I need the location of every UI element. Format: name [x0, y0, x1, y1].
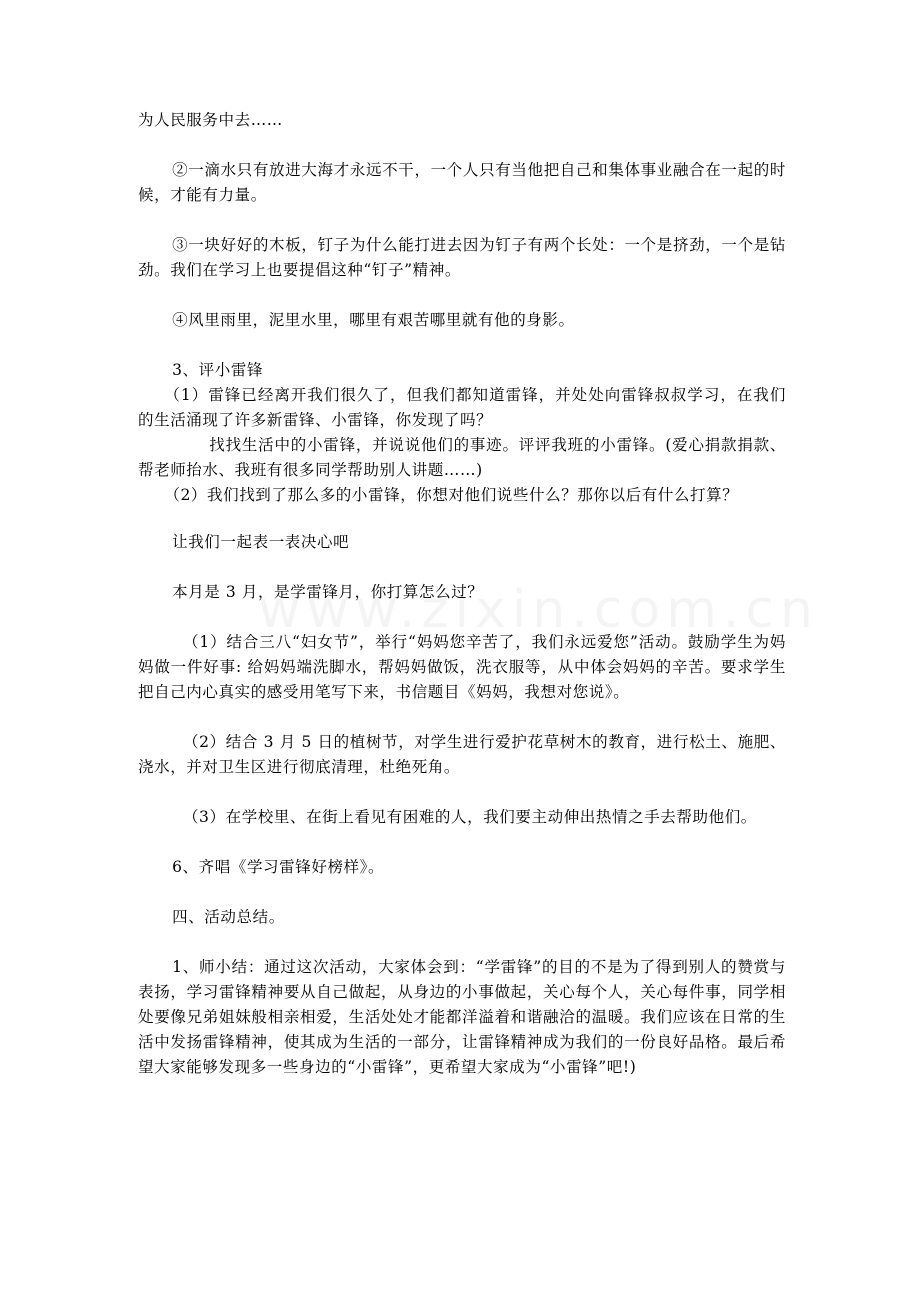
paragraph-sing: 6、齐唱《学习雷锋好榜样》。	[172, 858, 385, 876]
paragraph-teacher-summary: 1、师小结：通过这次活动，大家体会到：“学雷锋”的目的不是为了得到别人的赞赏与表扬，学习雷锋精神要从自己做起，从身边的小事做起，关心每个人，关心每件事，同学相处要像兄弟姐妹般相亲相爱，生活处处才能都洋溢着和谐融洽的温暖。我们应该在日常的生活中发扬雷锋精神，使其成为生活的一部分，让雷锋精神成为我们的一份良好品格。最后希望大家能够发现多一些身边的“小雷锋”，更希望大家成为“小雷锋”吧!)	[138, 958, 786, 1076]
paragraph-march: 本月是 3 月，是学雷锋月，你打算怎么过？	[172, 583, 484, 601]
paragraph-quote-nail-spirit: ③一块好好的木板，钉子为什么能打进去因为钉子有两个长处：一个是挤劲，一个是钻劲。我们在学习上也要提倡这种“钉子”精神。	[138, 236, 786, 279]
paragraph-arbor-day: （2）结合 3 月 5 日的植树节，对学生进行爱护花草树木的教育，进行松土、施肥、浇水，并对卫生区进行彻底清理，杜绝死角。	[138, 733, 786, 776]
section-heading-evaluate: 3、评小雷锋	[172, 361, 264, 379]
paragraph-womens-day: （1）结合三八“妇女节”，举行“妈妈您辛苦了，我们永远爱您”活动。鼓励学生为妈妈做一件好事: 给妈妈端洗脚水，帮妈妈做饭，洗衣服等，从中体会妈妈的辛苦。要求学生把自己内心真实的感受用笔写下来，书信题目《妈妈，我想对您说》。	[138, 633, 786, 701]
paragraph-resolution: 让我们一起表一表决心吧	[172, 533, 350, 551]
document-body	[138, 108, 786, 1080]
paragraph-item-2: （2）我们找到了那么多的小雷锋，你想对他们说些什么？那你以后有什么打算？	[164, 486, 739, 504]
paragraph-find-little-leifeng: 找找生活中的小雷锋，并说说他们的事迹。评评我班的小雷锋。(爱心捐款捐款、帮老师抬水、我班有很多同学帮助别人讲题……)	[138, 436, 786, 479]
paragraph-serve-people: 为人民服务中去……	[138, 111, 283, 129]
section-heading-summary: 四、活动总结。	[172, 908, 285, 926]
paragraph-quote-wind-rain: ④风里雨里，泥里水里，哪里有艰苦哪里就有他的身影。	[172, 311, 575, 329]
paragraph-help-others: （3）在学校里、在街上看见有困难的人，我们要主动伸出热情之手去帮助他们。	[182, 808, 757, 826]
paragraph-item-1: （1）雷锋已经离开我们很久了，但我们都知道雷锋，并处处向雷锋叔叔学习，在我们的生活涌现了许多新雷锋、小雷锋，你发现了吗？	[138, 386, 786, 429]
paragraph-quote-drop-of-water: ②一滴水只有放进大海才永远不干，一个人只有当他把自己和集体事业融合在一起的时候，才能有力量。	[138, 161, 786, 204]
